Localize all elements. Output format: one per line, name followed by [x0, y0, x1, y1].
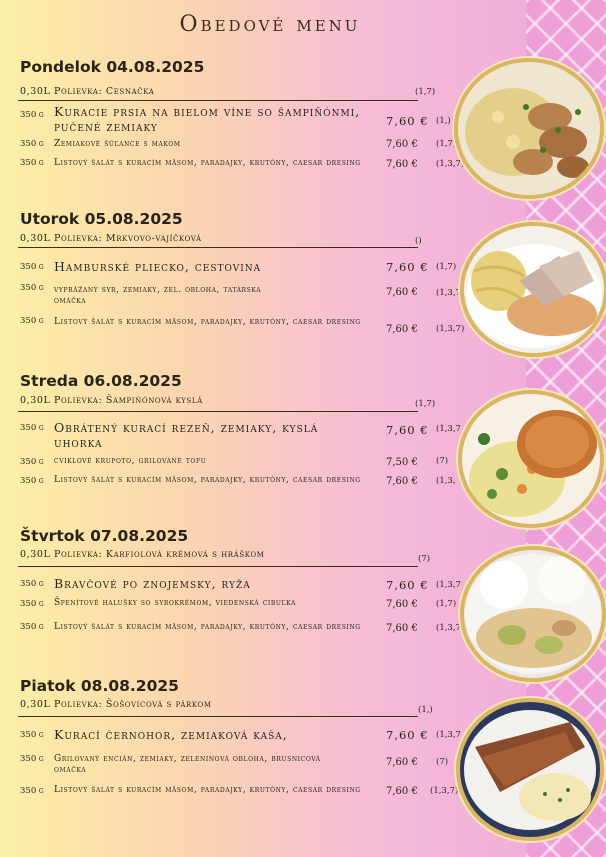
soup-line: [20, 233, 202, 244]
divider: [18, 411, 418, 412]
dish-name: Grilovaný encián, zemiaky, zeleninová obloha, brusnicová omáčka: [54, 754, 321, 775]
dish-quantity: 350 g: [20, 316, 44, 326]
day-heading: Štvrtok 07.08.2025: [20, 527, 189, 545]
soup-name: Polievka: Cesnačka: [54, 86, 155, 97]
dish-price: 7,60 €: [386, 324, 418, 335]
dish-allergens: (1,3,7): [436, 159, 465, 169]
dish-allergens: (7): [436, 456, 449, 466]
food-photo-schnitzel-potatoes: [458, 390, 604, 528]
dish-quantity: 350 g: [20, 786, 44, 796]
food-photo-pork-pasta: [460, 222, 606, 357]
food-photo-chicken-mushrooms: [454, 58, 604, 199]
divider: [18, 716, 418, 717]
dish-price: 7,60 €: [386, 578, 429, 592]
menu-title: Obedové menu: [179, 12, 361, 37]
soup-line: [20, 395, 203, 406]
dish-quantity: 350 g: [20, 423, 44, 433]
divider: [18, 247, 418, 248]
day-heading: Utorok 05.08.2025: [20, 210, 183, 228]
day-heading: Piatok 08.08.2025: [20, 677, 179, 695]
soup-name: Polievka: Šošovicová s párkom: [54, 699, 212, 710]
dish-allergens: (1,3,7: [436, 288, 461, 298]
soup-line: [20, 699, 212, 710]
dish-name: Listový šalát s kuracím mäsom, paradajky, krutóny, caesar dresing: [54, 317, 361, 327]
dish-quantity: 350 g: [20, 139, 44, 149]
dish-quantity: 350 g: [20, 754, 44, 764]
day-heading: Pondelok 04.08.2025: [20, 58, 205, 76]
soup-name: Polievka: Karfiolová krémová s hráškom: [54, 549, 265, 560]
dish-price: 7,60 €: [386, 757, 418, 768]
soup-quantity: 0,30L: [20, 549, 51, 560]
dish-quantity: 350 g: [20, 730, 44, 740]
soup-allergens: (1,7): [415, 87, 436, 97]
dish-quantity: 350 g: [20, 599, 44, 609]
dish-name: Kurací černohor, zemiaková kaša,: [54, 727, 288, 742]
dish-name: Listový šalát s kuracím mäsom, paradajky, krutóny, caesar dresing: [54, 785, 361, 795]
soup-name: Polievka: Mrkvovo-vajíčková: [54, 233, 202, 244]
dish-allergens: (1,3,7: [436, 424, 461, 434]
dish-allergens: (1,7): [436, 139, 457, 149]
soup-name: Polievka: Šampiňónová kyslá: [54, 395, 203, 406]
soup-allergens: (): [415, 236, 422, 246]
dish-allergens: (1,): [436, 116, 451, 126]
dish-allergens: (1,3,7): [430, 786, 459, 796]
dish-allergens: (1,7): [436, 262, 457, 272]
dish-quantity: 350 g: [20, 110, 44, 120]
dish-allergens: (1,7): [436, 599, 457, 609]
dish-name: Listový šalát s kuracím mäsom, paradajky, krutóny, caesar dresing: [54, 158, 361, 168]
dish-price: 7,60 €: [386, 159, 418, 170]
dish-price: 7,60 €: [386, 423, 429, 437]
food-photo-chicken-mash: [456, 698, 604, 841]
dish-allergens: (1,3,: [436, 476, 456, 486]
soup-line: [20, 549, 264, 560]
dish-quantity: 350 g: [20, 262, 44, 272]
dish-price: 7,60 €: [386, 599, 418, 610]
dish-price: 7,60 €: [386, 287, 418, 298]
dish-name: Bravčové po znojemsky, ryža: [54, 576, 251, 591]
dish-price: 7,60 €: [386, 786, 418, 797]
divider: [18, 566, 418, 567]
dish-name: Obrátený kurací rezeň, zemiaky, kyslá uhorka: [54, 420, 319, 450]
dish-name: Kuracie prsia na bielom víne so šampiňónmi, pučené zemiaky: [54, 104, 361, 134]
dish-price: 7,60 €: [386, 260, 429, 274]
dish-quantity: 350 g: [20, 283, 44, 293]
dish-quantity: 350 g: [20, 158, 44, 168]
soup-quantity: 0,30L: [20, 233, 51, 244]
dish-price: 7,60 €: [386, 623, 418, 634]
dish-allergens: (7): [436, 757, 449, 767]
soup-quantity: 0,30L: [20, 395, 51, 406]
soup-line: [20, 86, 154, 97]
dish-name: cviklové krupoto, grilované tofu: [54, 456, 207, 466]
food-photo-pork-rice: [460, 546, 606, 682]
dish-quantity: 350 g: [20, 579, 44, 589]
dish-name: Zemiakové šúľance s makom: [54, 139, 181, 149]
divider: [18, 100, 418, 101]
day-heading: Streda 06.08.2025: [20, 372, 182, 390]
dish-name: vyprážaný syr, zemiaky, zel. obloha, tatárska omáčka: [54, 285, 262, 306]
dish-price: 7,60 €: [386, 114, 429, 128]
dish-allergens: (1,3,7: [436, 580, 461, 590]
dish-quantity: 350 g: [20, 476, 44, 486]
dish-quantity: 350 g: [20, 457, 44, 467]
dish-name: Listový šalát s kuracím mäsom, paradajky, krutóny, caesar dresing: [54, 475, 361, 485]
dish-quantity: 350 g: [20, 622, 44, 632]
dish-price: 7,50 €: [386, 457, 418, 468]
dish-price: 7,60 €: [386, 139, 418, 150]
dish-name: Hamburské pliecko, cestovina: [54, 259, 262, 274]
dish-price: 7,60 €: [386, 728, 429, 742]
soup-quantity: 0,30L: [20, 699, 51, 710]
dish-name: Špenítové halušky so syrokrémom, viedenská cibuľka: [54, 598, 296, 608]
soup-quantity: 0,30L: [20, 86, 51, 97]
soup-allergens: (1,7): [415, 399, 436, 409]
dish-allergens: (1,3,7: [436, 730, 461, 740]
dish-name: Listový šalát s kuracím mäsom, paradajky, krutóny, caesar dresing: [54, 622, 361, 632]
soup-allergens: (1,): [418, 705, 433, 715]
dish-price: 7,60 €: [386, 476, 418, 487]
soup-allergens: (7): [418, 554, 431, 564]
dish-allergens: (1,3,7): [436, 324, 465, 334]
dish-allergens: (1,3,7: [436, 623, 461, 633]
